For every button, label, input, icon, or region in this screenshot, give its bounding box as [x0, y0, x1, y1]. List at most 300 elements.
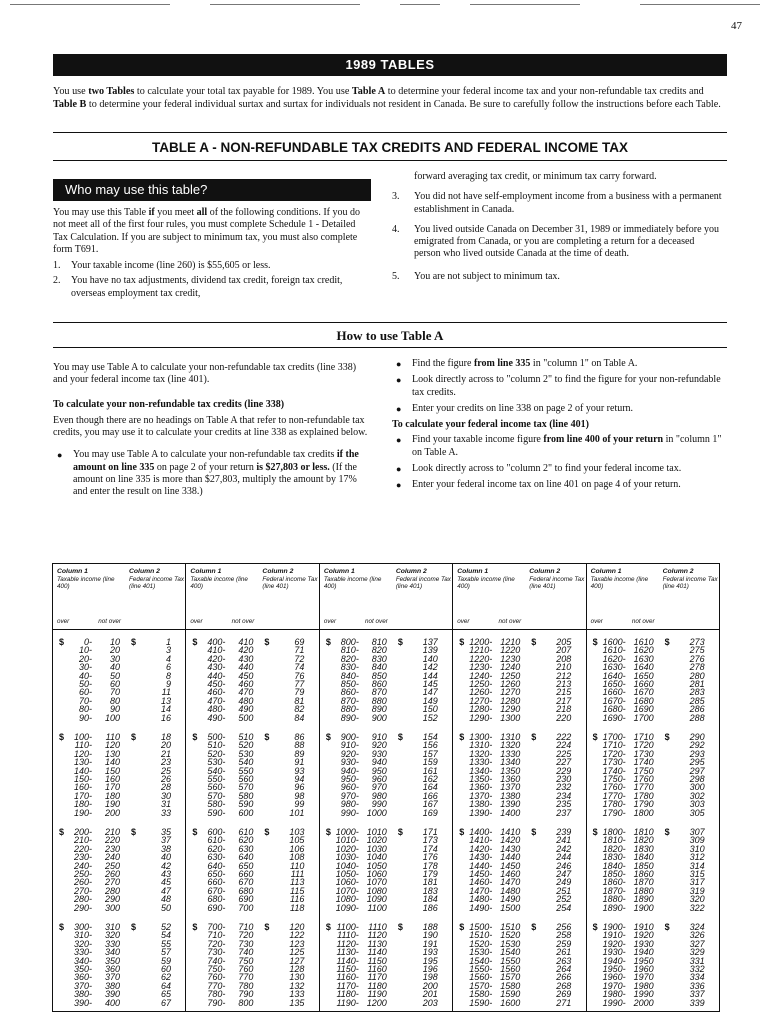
income-not-over: 700 — [238, 902, 254, 913]
income-not-over: 870 — [371, 687, 387, 698]
federal-tax-value: 128 — [289, 964, 305, 974]
income-not-over: 1660 — [633, 679, 654, 689]
income-over: 850- — [340, 679, 359, 689]
federal-tax-value: 244 — [556, 852, 572, 863]
income-over: 930- — [340, 757, 359, 768]
who-may-use-heading: Who may use this table? — [53, 179, 371, 201]
income-not-over: 620 — [238, 835, 254, 846]
income-not-over: 800 — [238, 997, 254, 1008]
tax-table-group — [53, 725, 185, 820]
income-over: 220- — [73, 843, 92, 854]
tax-table-group — [453, 725, 585, 820]
income-over: 1950- — [602, 964, 626, 974]
federal-tax-value: 166 — [422, 790, 438, 801]
income-over: 780- — [207, 989, 226, 1000]
federal-tax-value: 14 — [160, 704, 171, 715]
condition-item: 5. You are not subject to minimum tax. — [392, 270, 560, 282]
income-over: 740- — [207, 955, 226, 966]
income-not-over: 370 — [104, 972, 120, 983]
income-over: 1980- — [602, 989, 626, 1000]
federal-tax-value: 28 — [160, 782, 171, 793]
income-not-over: 60 — [109, 679, 120, 689]
income-not-over: 1480 — [500, 885, 521, 896]
income-over: 1690- — [602, 712, 626, 723]
federal-tax-value: 302 — [689, 790, 705, 801]
income-over: 1510- — [469, 930, 493, 941]
column-1-header — [457, 568, 519, 590]
federal-tax-value: 324 — [689, 922, 705, 932]
column-1-header — [190, 568, 252, 590]
income-over: 1090- — [335, 902, 359, 913]
federal-tax-value: 45 — [160, 877, 171, 888]
dollar-sign: $ — [592, 637, 598, 647]
federal-tax-value: 264 — [556, 964, 572, 974]
federal-tax-value: 142 — [422, 662, 438, 673]
federal-tax-value: 320 — [689, 894, 705, 905]
federal-tax-value: 234 — [556, 790, 572, 801]
income-over: 1760- — [602, 782, 626, 793]
income-over: 1450- — [469, 869, 493, 879]
income-over: 580- — [207, 799, 226, 810]
income-over: 1780- — [602, 799, 626, 810]
column-1-header — [591, 568, 653, 590]
income-over: 840- — [340, 670, 359, 681]
column-2-header — [663, 568, 719, 590]
page-banner-title: 1989 TABLES — [53, 54, 727, 76]
instruction-bullet: ● Find the figure from line 335 in "column 1" on Table A. — [396, 358, 638, 369]
column-2-desc: Federal income Tax (line 401) — [529, 576, 585, 590]
federal-tax-value: 6 — [165, 662, 171, 673]
federal-tax-value: 21 — [160, 748, 171, 759]
federal-tax-value: 60 — [160, 964, 171, 974]
federal-tax-value: 241 — [556, 835, 572, 846]
federal-tax-value: 93 — [294, 765, 305, 776]
tax-table-group — [453, 915, 585, 1010]
federal-tax-value: 283 — [689, 687, 705, 698]
income-over: 860- — [340, 687, 359, 698]
federal-tax-value: 64 — [160, 980, 171, 991]
federal-tax-value: 259 — [556, 938, 572, 949]
income-not-over: 270 — [104, 877, 120, 888]
income-not-over: 1440 — [500, 852, 521, 863]
federal-tax-value: 309 — [689, 835, 705, 846]
federal-tax-value: 196 — [422, 964, 438, 974]
income-not-over: 1270 — [500, 687, 521, 698]
federal-tax-value: 123 — [289, 938, 305, 949]
income-over: 610- — [207, 835, 226, 846]
income-not-over: 1780 — [633, 790, 654, 801]
income-not-over: 550 — [238, 765, 254, 776]
federal-tax-value: 297 — [689, 765, 705, 776]
dollar-sign: $ — [531, 637, 537, 647]
federal-tax-value: 252 — [556, 894, 572, 905]
not-over-label: not over — [498, 618, 522, 625]
federal-tax-value: 157 — [422, 748, 438, 759]
tax-table-group — [320, 725, 452, 820]
income-over: 1560- — [469, 972, 493, 983]
income-over: 120- — [73, 748, 92, 759]
income-over: 1030- — [335, 852, 359, 863]
column-2-label: Column 2 — [662, 568, 694, 575]
tax-table — [52, 563, 720, 1012]
federal-tax-value: 144 — [422, 670, 438, 681]
income-over: 540- — [207, 765, 226, 776]
federal-tax-value: 229 — [556, 765, 572, 776]
income-over: 480- — [207, 704, 226, 715]
federal-tax-value: 116 — [290, 894, 305, 905]
federal-tax-value: 305 — [689, 807, 705, 818]
dollar-sign: $ — [397, 732, 403, 742]
income-over: 400- — [207, 637, 226, 647]
tax-table-group — [587, 630, 719, 725]
income-over: 1620- — [602, 653, 626, 664]
income-not-over: 1940 — [633, 947, 654, 958]
income-not-over: 580 — [238, 790, 254, 801]
federal-tax-value: 207 — [556, 645, 572, 656]
income-not-over: 1930 — [633, 938, 654, 949]
dollar-sign: $ — [59, 827, 65, 837]
federal-tax-value: 77 — [294, 679, 305, 689]
dollar-sign: $ — [325, 922, 331, 932]
instruction-bullet: ● Look directly across to "column 2" to find your federal income tax. — [396, 463, 682, 475]
income-not-over: 910 — [371, 732, 387, 742]
income-not-over: 360 — [104, 964, 120, 974]
federal-tax-value: 55 — [160, 938, 171, 949]
not-over-label: not over — [98, 618, 121, 625]
federal-tax-value: 67 — [160, 997, 171, 1008]
income-not-over: 1740 — [633, 757, 654, 768]
tax-table-group — [320, 915, 452, 1010]
income-over: 490- — [207, 712, 226, 723]
instruction-bullet: ● Find your taxable income figure from line 400 of your return in "column 1" on Table A. — [396, 434, 722, 458]
over-not-over-labels — [57, 618, 121, 625]
federal-tax-value: 212 — [556, 670, 572, 681]
income-over: 900- — [340, 732, 359, 742]
income-not-over: 250 — [104, 860, 120, 871]
federal-tax-value: 118 — [290, 902, 305, 913]
dollar-sign: $ — [592, 732, 598, 742]
income-not-over: 1680 — [633, 695, 654, 706]
dollar-sign: $ — [131, 732, 137, 742]
income-over: 590- — [207, 807, 226, 818]
income-not-over: 460 — [238, 679, 254, 689]
income-not-over: 1290 — [500, 704, 521, 715]
income-over: 1270- — [469, 695, 493, 706]
income-over: 1150- — [336, 964, 359, 974]
income-not-over: 90 — [109, 704, 120, 715]
tax-table-group — [53, 630, 185, 725]
federal-tax-value: 54 — [160, 930, 171, 941]
income-over: 270- — [73, 885, 92, 896]
income-over: 320- — [73, 938, 92, 949]
income-not-over: 640 — [238, 852, 254, 863]
income-over: 1170- — [336, 980, 359, 991]
income-over: 820- — [340, 653, 359, 664]
column-2-header — [396, 568, 452, 590]
income-not-over: 1730 — [633, 748, 654, 759]
income-over: 700- — [207, 922, 226, 932]
income-over: 1080- — [335, 894, 359, 905]
federal-tax-value: 130 — [289, 972, 305, 983]
income-over: 1050- — [335, 869, 359, 879]
income-not-over: 2000 — [633, 997, 654, 1008]
income-over: 1730- — [602, 757, 626, 768]
income-not-over: 1580 — [500, 980, 521, 991]
federal-tax-value: 218 — [556, 704, 572, 715]
federal-tax-value: 203 — [422, 997, 438, 1008]
income-not-over: 1050 — [366, 860, 387, 871]
income-not-over: 1280 — [500, 695, 521, 706]
income-over: 1640- — [602, 670, 626, 681]
federal-tax-value: 269 — [556, 989, 572, 1000]
income-not-over: 1960 — [633, 964, 654, 974]
over-not-over-labels — [591, 618, 655, 625]
income-not-over: 1170 — [367, 972, 387, 983]
federal-tax-value: 295 — [689, 757, 705, 768]
income-over: 1680- — [602, 704, 626, 715]
federal-tax-value: 232 — [556, 782, 572, 793]
income-over: 1380- — [469, 799, 493, 810]
income-over: 1290- — [469, 712, 493, 723]
tax-table-header — [320, 564, 452, 630]
column-1-label: Column 1 — [457, 568, 489, 575]
income-over: 510- — [207, 740, 226, 751]
income-not-over: 420 — [238, 645, 254, 656]
income-not-over: 170 — [104, 782, 120, 793]
federal-tax-subheading: To calculate your federal income tax (line 401) — [392, 419, 589, 431]
income-not-over: 1970 — [633, 972, 654, 983]
income-not-over: 860 — [371, 679, 387, 689]
income-over: 600- — [207, 827, 226, 837]
federal-tax-value: 327 — [689, 938, 705, 949]
income-over: 410- — [207, 645, 226, 656]
tax-table-group — [587, 725, 719, 820]
income-not-over: 1250 — [500, 670, 521, 681]
federal-tax-value: 310 — [689, 843, 705, 854]
income-not-over: 610 — [238, 827, 254, 837]
federal-tax-value: 156 — [422, 740, 438, 751]
income-not-over: 1090 — [366, 894, 387, 905]
federal-tax-value: 82 — [294, 704, 305, 715]
income-over: 640- — [207, 860, 226, 871]
federal-tax-value: 329 — [689, 947, 705, 958]
income-not-over: 740 — [238, 947, 254, 958]
income-over: 950- — [340, 774, 359, 784]
tax-table-column — [587, 564, 719, 1011]
income-over: 150- — [73, 774, 92, 784]
income-over: 1220- — [469, 653, 493, 664]
federal-tax-value: 201 — [422, 989, 438, 1000]
income-over: 130- — [73, 757, 92, 768]
income-not-over: 810 — [371, 637, 387, 647]
income-over: 1180- — [336, 989, 359, 1000]
income-not-over: 1570 — [500, 972, 521, 983]
federal-tax-value: 315 — [689, 869, 705, 879]
federal-tax-value: 200 — [422, 980, 438, 991]
income-not-over: 1180 — [367, 980, 387, 991]
income-over: 1500- — [469, 922, 493, 932]
dollar-sign: $ — [131, 827, 137, 837]
income-not-over: 1840 — [633, 852, 654, 863]
income-not-over: 780 — [238, 980, 254, 991]
credits-subheading: To calculate your non-refundable tax credits (line 338) — [53, 398, 285, 410]
income-not-over: 1880 — [633, 885, 654, 896]
income-not-over: 390 — [104, 989, 120, 1000]
dollar-sign: $ — [131, 922, 137, 932]
federal-tax-value: 150 — [422, 704, 438, 715]
federal-tax-value: 52 — [160, 922, 171, 932]
income-over: 1460- — [469, 877, 493, 888]
income-not-over: 200 — [104, 807, 120, 818]
income-not-over: 1450 — [500, 860, 521, 871]
over-label: over — [457, 618, 470, 625]
income-over: 1830- — [602, 852, 626, 863]
condition-item: 2. You have no tax adjustments, dividend tax credit, foreign tax credit, overseas employment tax credit, — [53, 275, 343, 299]
federal-tax-value: 298 — [689, 774, 705, 784]
tax-table-group — [320, 820, 452, 915]
federal-tax-value: 174 — [422, 843, 438, 854]
income-over: 460- — [207, 687, 226, 698]
column-2-desc: Federal income Tax (line 401) — [395, 576, 451, 590]
income-over: 730- — [207, 947, 226, 958]
income-over: 660- — [207, 877, 226, 888]
income-over: 250- — [73, 869, 92, 879]
income-not-over: 230 — [104, 843, 120, 854]
federal-tax-value: 71 — [294, 645, 305, 656]
income-over: 1160- — [336, 972, 359, 983]
condition-continued: forward averaging tax credit, or minimum tax carry forward. — [414, 171, 657, 182]
income-not-over: 1190 — [367, 989, 387, 1000]
income-not-over: 500 — [238, 712, 254, 723]
federal-tax-value: 149 — [422, 695, 438, 706]
dollar-sign: $ — [131, 637, 137, 647]
income-not-over: 1770 — [633, 782, 654, 793]
income-over: 990- — [340, 807, 359, 818]
income-over: 1850- — [602, 869, 626, 879]
income-over: 1430- — [469, 852, 493, 863]
federal-tax-value: 173 — [422, 835, 438, 846]
not-over-label: not over — [231, 618, 255, 625]
income-not-over: 1420 — [500, 835, 521, 846]
income-over: 1750- — [602, 774, 626, 784]
income-not-over: 1850 — [633, 860, 654, 871]
federal-tax-value: 336 — [689, 980, 705, 991]
income-over: 1990- — [602, 997, 626, 1008]
federal-tax-value: 339 — [689, 997, 705, 1008]
income-not-over: 1670 — [633, 687, 654, 698]
income-over: 1360- — [469, 782, 493, 793]
income-over: 1720- — [602, 748, 626, 759]
federal-tax-value: 48 — [160, 894, 171, 905]
income-not-over: 100 — [104, 712, 120, 723]
income-not-over: 1320 — [500, 740, 521, 751]
income-not-over: 1510 — [500, 922, 521, 932]
dollar-sign: $ — [459, 732, 465, 742]
federal-tax-value: 98 — [294, 790, 305, 801]
over-not-over-labels — [190, 618, 254, 625]
income-not-over: 210 — [104, 827, 120, 837]
income-over: 430- — [207, 662, 226, 673]
income-not-over: 80 — [109, 695, 120, 706]
how-intro: You may use Table A to calculate your non-refundable tax credits (line 338) and your federal income tax (line 401). — [53, 362, 357, 386]
income-over: 280- — [73, 894, 92, 905]
income-over: 690- — [207, 902, 226, 913]
federal-tax-value: 215 — [556, 687, 572, 698]
column-1-label: Column 1 — [590, 568, 622, 575]
federal-tax-value: 188 — [422, 922, 438, 932]
income-not-over: 1870 — [633, 877, 654, 888]
income-over: 30- — [78, 662, 92, 673]
income-not-over: 660 — [238, 869, 254, 879]
tax-table-header — [453, 564, 585, 630]
dollar-sign: $ — [531, 732, 537, 742]
credits-explanation: Even though there are no headings on Table A that refer to non-refundable tax credits, you may use it to calculate your credits at line 338 as explained below. — [53, 414, 368, 439]
dollar-sign: $ — [664, 827, 670, 837]
income-not-over: 1260 — [500, 679, 521, 689]
income-over: 1530- — [469, 947, 493, 958]
federal-tax-value: 99 — [294, 799, 305, 810]
column-1-label: Column 1 — [190, 568, 222, 575]
column-2-label: Column 2 — [129, 568, 160, 575]
income-over: 1590- — [469, 997, 493, 1008]
income-not-over: 1920 — [633, 930, 654, 941]
federal-tax-value: 273 — [689, 637, 705, 647]
income-not-over: 1860 — [633, 869, 654, 879]
income-not-over: 320 — [104, 930, 120, 941]
column-2-header — [262, 568, 318, 590]
federal-tax-value: 314 — [689, 860, 705, 871]
income-over: 1350- — [469, 774, 493, 784]
income-not-over: 1070 — [366, 877, 387, 888]
federal-tax-value: 69 — [294, 637, 305, 647]
column-1-label: Column 1 — [323, 568, 355, 575]
federal-tax-value: 115 — [290, 885, 305, 896]
income-not-over: 770 — [238, 972, 254, 983]
dollar-sign: $ — [531, 827, 537, 837]
income-not-over: 1830 — [633, 843, 654, 854]
federal-tax-value: 122 — [289, 930, 305, 941]
income-over: 1810- — [602, 835, 626, 846]
dollar-sign: $ — [325, 637, 331, 647]
income-over: 1400- — [469, 827, 493, 837]
income-not-over: 300 — [104, 902, 120, 913]
income-not-over: 950 — [371, 765, 387, 776]
income-over: 750- — [207, 964, 226, 974]
income-over: 170- — [73, 790, 92, 801]
income-over: 1600- — [602, 637, 626, 647]
income-over: 1280- — [469, 704, 493, 715]
income-over: 380- — [73, 989, 92, 1000]
income-not-over: 1500 — [500, 902, 521, 913]
tax-table-column — [186, 564, 319, 1011]
federal-tax-value: 183 — [422, 885, 438, 896]
income-not-over: 1400 — [500, 807, 521, 818]
income-over: 100- — [73, 732, 92, 742]
divider — [53, 132, 727, 133]
federal-tax-value: 261 — [556, 947, 572, 958]
federal-tax-value: 162 — [422, 774, 438, 784]
income-not-over: 1890 — [633, 894, 654, 905]
federal-tax-value: 79 — [294, 687, 305, 698]
federal-tax-value: 230 — [556, 774, 572, 784]
who-left-column — [53, 207, 371, 303]
income-not-over: 1700 — [633, 712, 654, 723]
income-over: 1940- — [602, 955, 626, 966]
income-over: 1740- — [602, 765, 626, 776]
income-over: 1000- — [335, 827, 359, 837]
who-right-column — [392, 171, 722, 286]
income-not-over: 680 — [238, 885, 254, 896]
